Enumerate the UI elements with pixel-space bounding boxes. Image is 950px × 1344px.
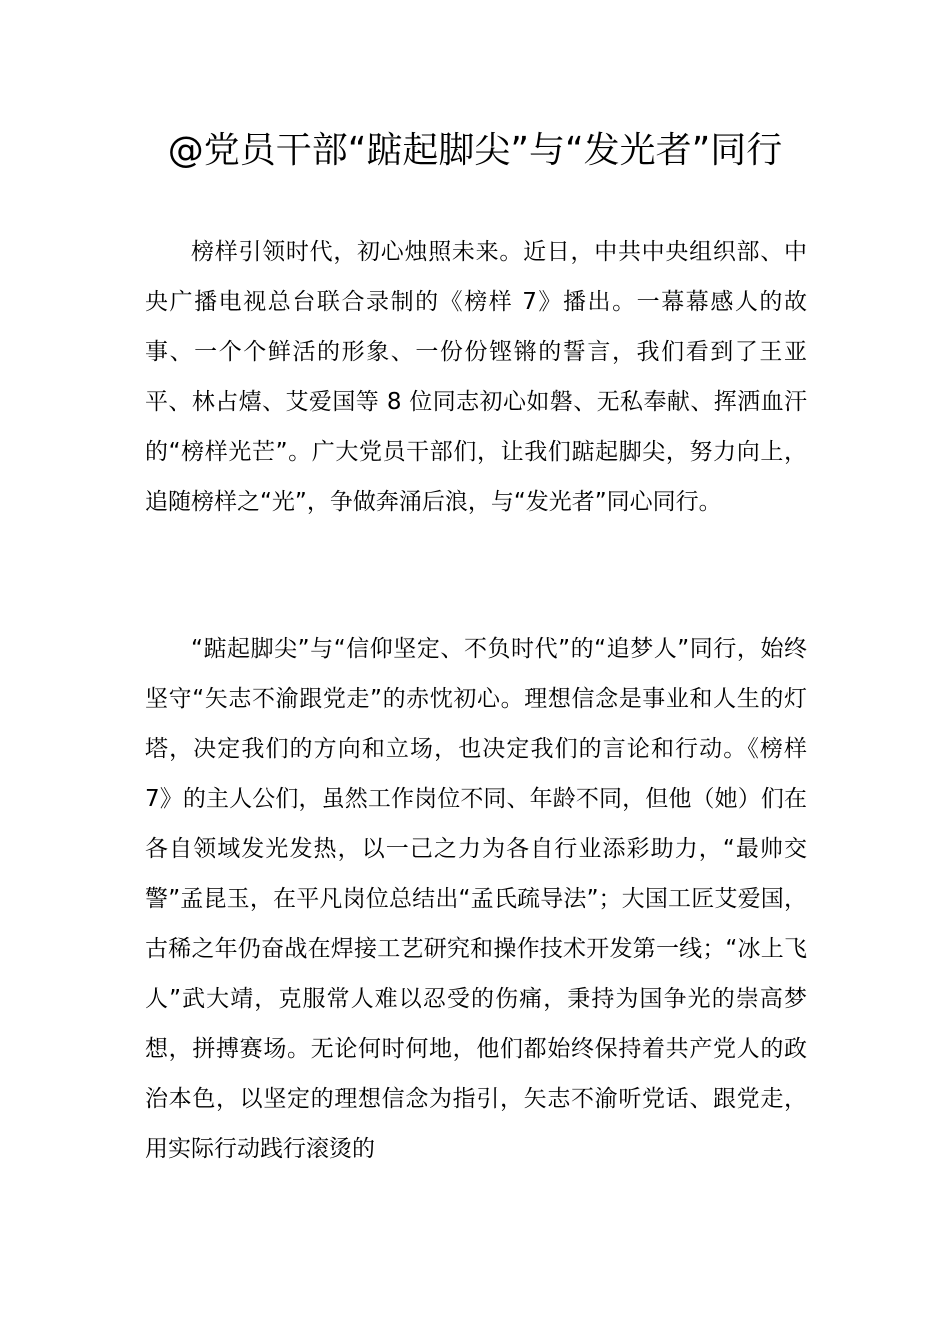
paragraph-1: 榜样引领时代，初心烛照未来。近日，中共中央组织部、中央广播电视总台联合录制的《榜样 7》播出。一幕幕感人的故事、一个个鲜活的形象、一份份铿锵的誓言，我们看到了王亚平、林占熺、艾爱国等 8 位同志初心如磐、无私奉献、挥洒血汗的“榜样光芒”。广大党员干部们，让我们踮起脚尖，努力向上，追随榜样之“光”，争做奔涌后浪，与“发光者”同心同行。 <box>145 239 807 515</box>
page-title: @党员干部“踮起脚尖”与“发光者”同行 <box>167 130 783 171</box>
paragraph-2: “踮起脚尖”与“信仰坚定、不负时代”的“追梦人”同行，始终坚守“矢志不渝跟党走”的赤忱初心。理想信念是事业和人生的灯塔，决定我们的方向和立场，也决定我们的言论和行动。《榜样 7》的主人公们，虽然工作岗位不同、年龄不同，但他（她）们在各自领域发光发热，以一己之力为各自行业添彩助力，“最帅交警”孟昆玉，在平凡岗位总结出“孟氏疏导法”；大国工匠艾爱国，古稀之年仍奋战在焊接工艺研究和操作技术开发第一线；“冰上飞人”武大靖，克服常人难以忍受的伤痛，秉持为国争光的崇高梦想，拼搏赛场。无论何时何地，他们都始终保持着共产党人的政治本色，以坚定的理想信念为指引，矢志不渝听党话、跟党走，用实际行动践行滚烫的 <box>145 636 807 1162</box>
